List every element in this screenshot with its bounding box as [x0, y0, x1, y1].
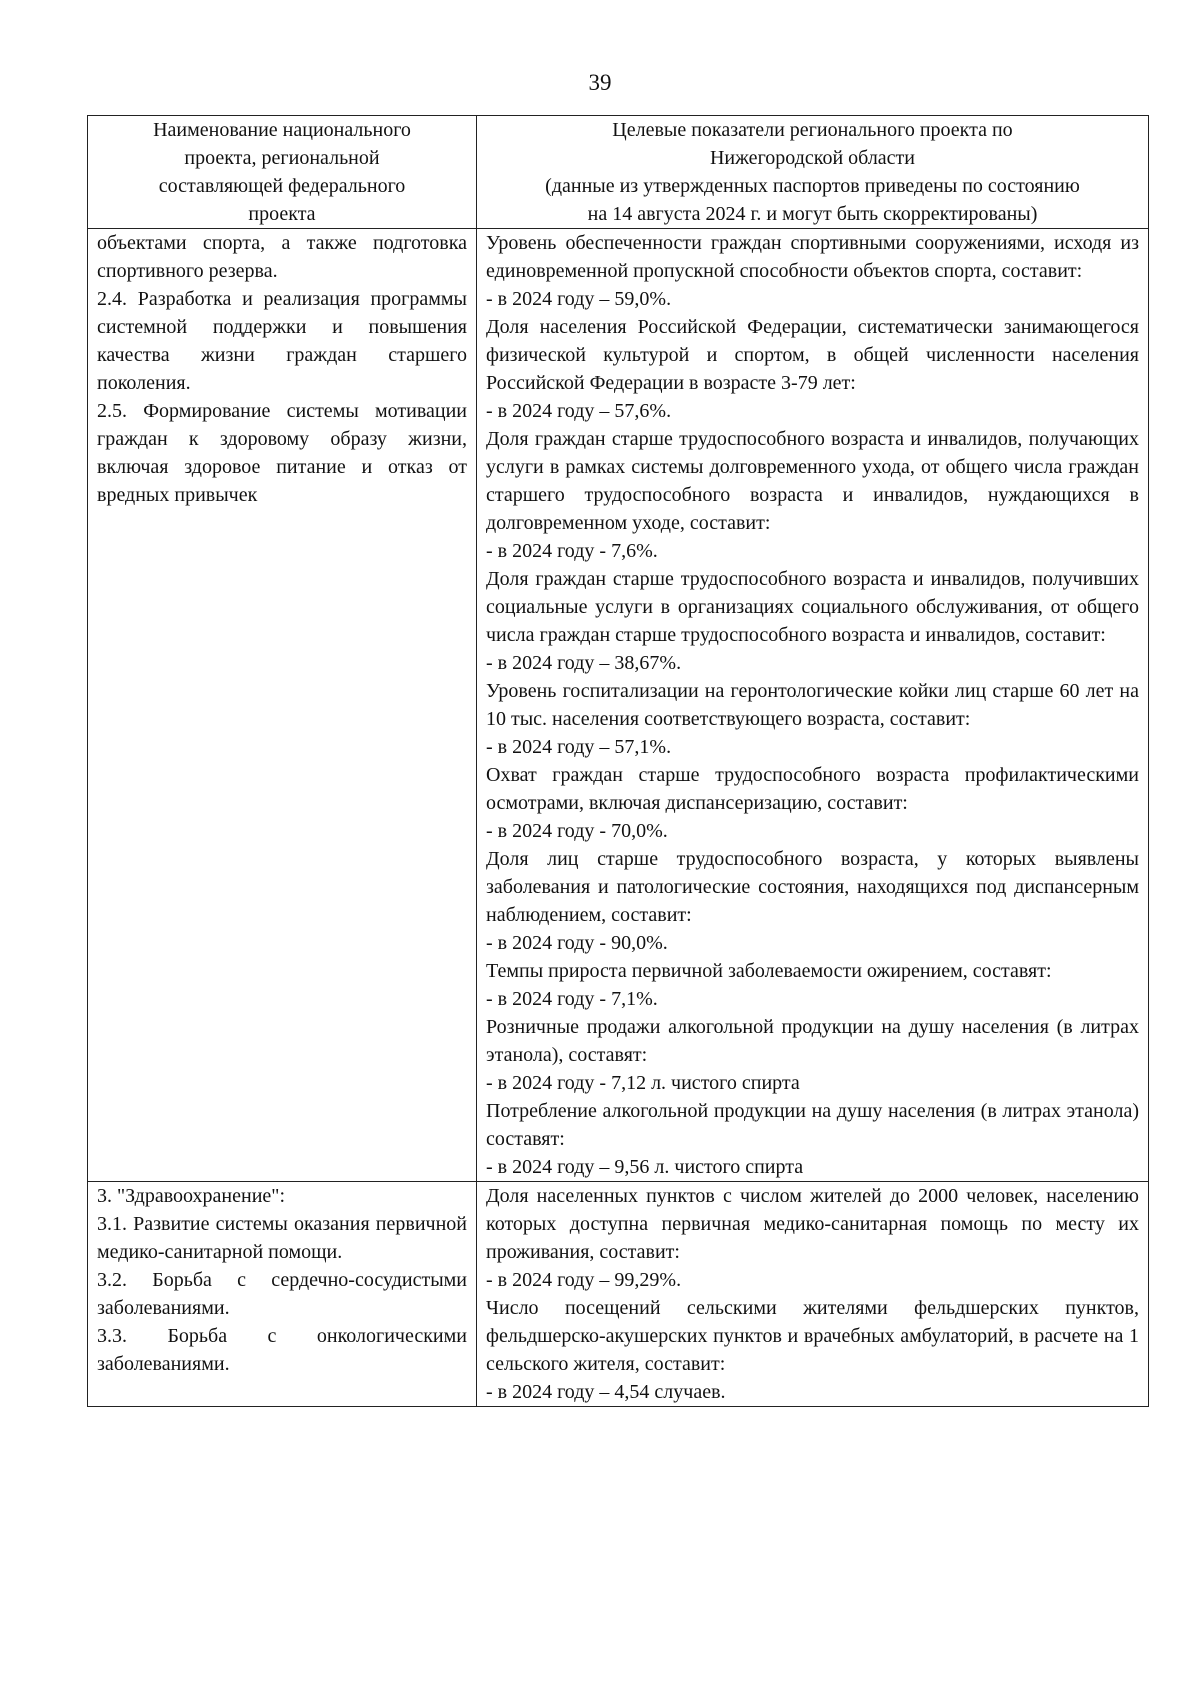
header-line: проекта, региональной	[184, 147, 380, 169]
indicator-text: Доля населения Российской Федерации, систематически занимающегося физической культурой и спортом, в общей численности населения Российской Федерации в возрасте 3-79 лет:	[486, 316, 1139, 394]
indicator-text: Розничные продажи алкогольной продукции на душу населения (в литрах этанола), составят:	[486, 1016, 1139, 1066]
indicator-text: Уровень обеспеченности граждан спортивными сооружениями, исходя из единовременной пропускной способности объектов спорта, составит:	[486, 232, 1139, 282]
header-line: (данные из утвержденных паспортов приведены по состоянию	[545, 175, 1080, 197]
indicator-value: - в 2024 году – 99,29%.	[486, 1269, 682, 1291]
indicator-value: - в 2024 году - 7,6%.	[486, 540, 658, 562]
indicator-text: Уровень госпитализации на геронтологические койки лиц старше 60 лет на 10 тыс. населения соответствующего возраста, составит:	[486, 680, 1139, 730]
header-target-indicators	[477, 116, 1149, 229]
indicator-text: Число посещений сельскими жителями фельдшерских пунктов, фельдшерско-акушерских пунктов и врачебных амбулаторий, в расчете на 1 сельского жителя, составит:	[486, 1297, 1139, 1375]
indicator-text: Охват граждан старше трудоспособного возраста профилактическими осмотрами, включая диспансеризацию, составит:	[486, 764, 1139, 814]
indicator-value: - в 2024 году – 57,1%.	[486, 736, 672, 758]
project-paragraph: 3.2. Борьба с сердечно-сосудистыми заболеваниями.	[97, 1269, 467, 1319]
indicator-value: - в 2024 году – 57,6%.	[486, 400, 672, 422]
project-cell	[88, 229, 477, 1182]
header-line: на 14 августа 2024 г. и могут быть скорректированы)	[587, 203, 1038, 225]
header-line: Наименование национального	[153, 119, 411, 141]
indicator-value: - в 2024 году – 38,67%.	[486, 652, 682, 674]
indicators-cell	[477, 229, 1149, 1182]
indicator-value: - в 2024 году - 90,0%.	[486, 932, 668, 954]
indicator-value: - в 2024 году – 9,56 л. чистого спирта	[486, 1156, 804, 1178]
project-paragraph: 3.3. Борьба с онкологическими заболеваниями.	[97, 1325, 467, 1375]
indicator-text: Доля лиц старше трудоспособного возраста, у которых выявлены заболевания и патологические состояния, находящихся под диспансерным наблюдением, составит:	[486, 848, 1139, 926]
project-paragraph: 3. "Здравоохранение":	[97, 1185, 286, 1207]
header-line: составляющей федерального	[158, 175, 406, 197]
indicator-value: - в 2024 году - 7,1%.	[486, 988, 658, 1010]
header-line: Целевые показатели регионального проекта по	[612, 119, 1013, 141]
indicator-text: Темпы прироста первичной заболеваемости ожирением, составят:	[486, 960, 1052, 982]
indicator-value: - в 2024 году – 59,0%.	[486, 288, 672, 310]
header-line: Нижегородской области	[709, 147, 916, 169]
indicator-text: Потребление алкогольной продукции на душу населения (в литрах этанола) составят:	[486, 1100, 1139, 1150]
header-line: проекта	[248, 203, 316, 225]
project-paragraph: 3.1. Развитие системы оказания первичной медико-санитарной помощи.	[97, 1213, 467, 1263]
header-project-name	[88, 116, 477, 229]
table-row	[88, 1182, 1149, 1407]
targets-table	[87, 115, 1149, 1407]
page-number: 39	[588, 70, 612, 95]
table-header-row	[88, 116, 1149, 229]
project-paragraph: 2.4. Разработка и реализация программы системной поддержки и повышения качества жизни граждан старшего поколения.	[97, 288, 467, 394]
indicator-text: Доля граждан старше трудоспособного возраста и инвалидов, получивших социальные услуги в организациях социального обслуживания, от общего числа граждан старше трудоспособного возраста и инвалидов, составит:	[486, 568, 1139, 646]
project-paragraph: объектами спорта, а также подготовка спортивного резерва.	[97, 232, 467, 282]
indicator-value: - в 2024 году – 4,54 случаев.	[486, 1381, 726, 1403]
indicator-text: Доля граждан старше трудоспособного возраста и инвалидов, получающих услуги в рамках системы долговременного ухода, от общего числа граждан старшего трудоспособного возраста и инвалидов, нуждающихся в долговременном уходе, составит:	[486, 428, 1139, 534]
indicator-text: Доля населенных пунктов с числом жителей до 2000 человек, населению которых доступна первичная медико-санитарная помощь по месту их проживания, составит:	[486, 1185, 1139, 1263]
indicators-cell	[477, 1182, 1149, 1407]
indicator-value: - в 2024 году - 7,12 л. чистого спирта	[486, 1072, 800, 1094]
table-row	[88, 229, 1149, 1182]
project-cell	[88, 1182, 477, 1407]
indicator-value: - в 2024 году - 70,0%.	[486, 820, 668, 842]
project-paragraph: 2.5. Формирование системы мотивации граждан к здоровому образу жизни, включая здоровое питание и отказ от вредных привычек	[97, 400, 467, 506]
